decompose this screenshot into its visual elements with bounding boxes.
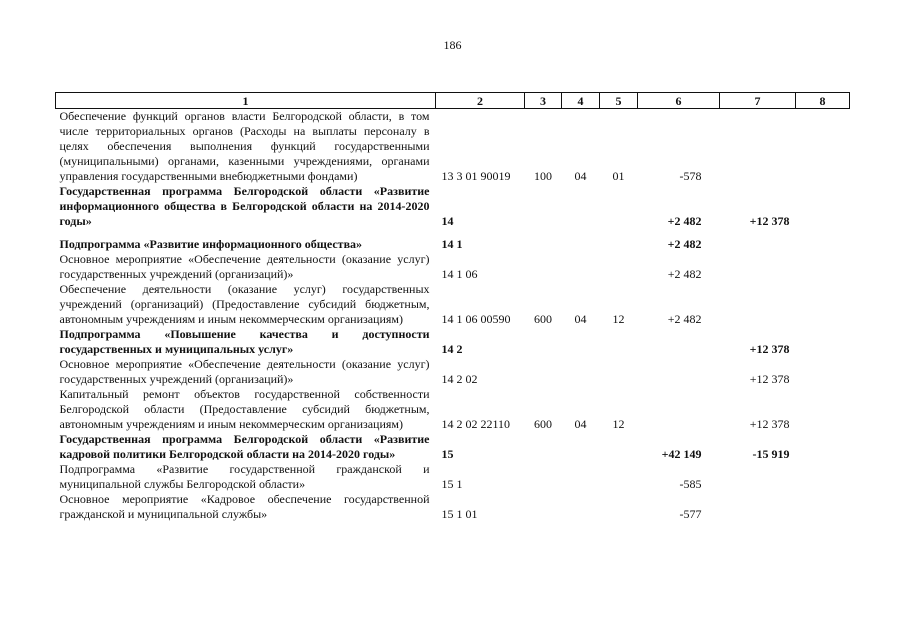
row-name: Подпрограмма «Развитие информационного общества» (59, 237, 363, 251)
row-section (562, 184, 600, 237)
row-expense-type (525, 462, 562, 492)
row-amount-col7 (720, 282, 796, 327)
row-amount-col6 (638, 327, 720, 357)
row-amount-col7: -15 919 (752, 447, 790, 461)
row-expense-type (525, 184, 562, 237)
row-subsection (600, 184, 638, 237)
table-row (56, 432, 850, 462)
row-amount-col7 (720, 237, 796, 252)
row-amount-col8 (796, 357, 850, 387)
table-header (56, 93, 850, 109)
row-amount-col8 (796, 492, 850, 522)
row-amount-col6: +42 149 (661, 447, 702, 461)
table-row (56, 357, 850, 387)
table-row (56, 492, 850, 522)
row-name: Обеспечение деятельности (оказание услуг) государственных учреждений (организаций) (Предоставление субсидий бюджетным, автономным учреждениям и иным некоммерческим организациям) (59, 282, 430, 326)
header-col-1: 1 (56, 93, 436, 109)
row-amount-col7 (720, 109, 796, 185)
row-name: Подпрограмма «Повышение качества и доступности государственных и муниципальных услуг» (59, 327, 430, 356)
table-row (56, 387, 850, 432)
row-expense-type (525, 252, 562, 282)
table-row (56, 237, 850, 252)
row-section (562, 432, 600, 462)
row-amount-col8 (796, 109, 850, 185)
row-code: 14 2 02 (441, 372, 478, 386)
row-subsection (600, 252, 638, 282)
row-section: 04 (574, 417, 587, 431)
table-row (56, 184, 850, 237)
row-name: Подпрограмма «Развитие государственной гражданской и муниципальной службы Белгородской области» (59, 462, 430, 491)
row-name: Основное мероприятие «Обеспечение деятельности (оказание услуг) государственных учреждений (организаций)» (59, 357, 430, 386)
row-amount-col6 (638, 387, 720, 432)
table-row (56, 252, 850, 282)
row-code: 14 2 02 22110 (441, 417, 511, 431)
row-amount-col7: +12 378 (749, 372, 790, 386)
header-col-6: 6 (638, 93, 720, 109)
row-section (562, 357, 600, 387)
row-amount-col7: +12 378 (749, 342, 790, 356)
row-amount-col8 (796, 252, 850, 282)
row-subsection (600, 357, 638, 387)
row-expense-type: 100 (534, 169, 552, 183)
header-col-4: 4 (562, 93, 600, 109)
row-expense-type (525, 492, 562, 522)
row-subsection: 01 (612, 169, 625, 183)
row-section (562, 252, 600, 282)
row-section (562, 492, 600, 522)
row-section (562, 237, 600, 252)
row-amount-col6: +2 482 (667, 214, 702, 228)
header-col-7: 7 (720, 93, 796, 109)
row-expense-type (525, 237, 562, 252)
row-subsection (600, 237, 638, 252)
row-code: 13 3 01 90019 (441, 169, 511, 183)
row-amount-col8 (796, 432, 850, 462)
row-amount-col6: +2 482 (667, 312, 702, 326)
row-amount-col7: +12 378 (749, 214, 790, 228)
row-code: 15 1 01 (441, 507, 478, 521)
row-amount-col6: -578 (679, 169, 702, 183)
header-row (56, 93, 850, 109)
row-name: Обеспечение функций органов власти Белгородской области, в том числе территориальных органов (Расходы на выплаты персоналу в целях обеспечения выполнения функций государственными (муниципальными) органами, казенными учреждениями, органами управления государственными внебюджетными фондами) (59, 109, 430, 183)
row-expense-type (525, 357, 562, 387)
row-amount-col7 (720, 492, 796, 522)
row-amount-col8 (796, 282, 850, 327)
row-name: Государственная программа Белгородской области «Развитие информационного общества в Белгородской области на 2014-2020 годы» (59, 184, 430, 228)
row-section (562, 327, 600, 357)
row-name: Государственная программа Белгородской области «Развитие кадровой политики Белгородской области на 2014-2020 годы» (59, 432, 430, 461)
row-subsection (600, 432, 638, 462)
table-row (56, 282, 850, 327)
row-amount-col6: +2 482 (667, 237, 702, 251)
row-expense-type: 600 (534, 312, 552, 326)
row-section: 04 (574, 169, 587, 183)
header-col-5: 5 (600, 93, 638, 109)
header-col-3: 3 (525, 93, 562, 109)
row-expense-type: 600 (534, 417, 552, 431)
row-code: 14 (441, 214, 454, 228)
row-subsection (600, 327, 638, 357)
row-expense-type (525, 327, 562, 357)
row-code: 14 1 06 00590 (441, 312, 511, 326)
row-code: 14 1 (441, 237, 463, 251)
row-amount-col8 (796, 327, 850, 357)
row-subsection (600, 462, 638, 492)
row-expense-type (525, 432, 562, 462)
header-col-8: 8 (796, 93, 850, 109)
row-amount-col6: -577 (679, 507, 702, 521)
row-name: Капитальный ремонт объектов государственной собственности Белгородской области (Предоставление субсидий бюджетным, автономным учреждениям и иным некоммерческим организациям) (59, 387, 430, 431)
row-name: Основное мероприятие «Обеспечение деятельности (оказание услуг) государственных учреждений (организаций)» (59, 252, 430, 281)
row-code: 15 1 (441, 477, 463, 491)
row-amount-col8 (796, 184, 850, 237)
table-row (56, 109, 850, 185)
row-subsection: 12 (612, 417, 625, 431)
row-subsection (600, 492, 638, 522)
row-amount-col8 (796, 462, 850, 492)
row-code: 14 2 (441, 342, 463, 356)
row-subsection: 12 (612, 312, 625, 326)
row-name: Основное мероприятие «Кадровое обеспечение государственной гражданской и муниципальной службы» (59, 492, 430, 521)
table-row (56, 327, 850, 357)
row-amount-col8 (796, 387, 850, 432)
table-row (56, 462, 850, 492)
row-section: 04 (574, 312, 587, 326)
row-amount-col6: +2 482 (667, 267, 702, 281)
row-code: 14 1 06 (441, 267, 478, 281)
header-col-2: 2 (436, 93, 525, 109)
row-amount-col6: -585 (679, 477, 702, 491)
row-amount-col7 (720, 462, 796, 492)
row-amount-col8 (796, 237, 850, 252)
row-amount-col7 (720, 252, 796, 282)
row-code: 15 (441, 447, 454, 461)
page-number: 186 (443, 38, 462, 52)
budget-table (55, 92, 850, 522)
row-amount-col6 (638, 357, 720, 387)
row-amount-col7: +12 378 (749, 417, 790, 431)
table-body (56, 109, 850, 523)
row-section (562, 462, 600, 492)
